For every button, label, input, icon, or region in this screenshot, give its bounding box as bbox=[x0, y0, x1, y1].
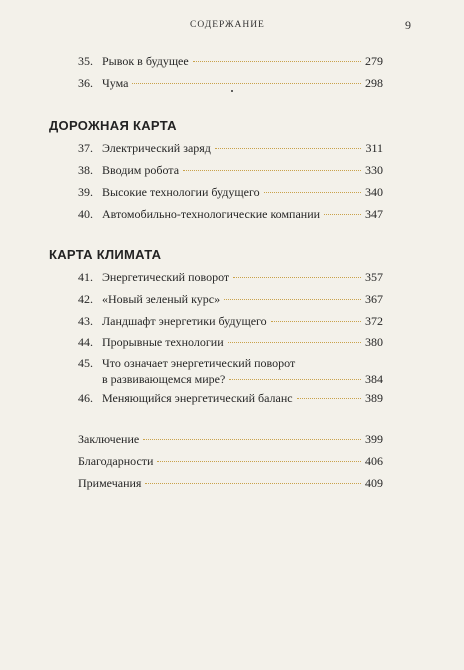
page-header bbox=[0, 20, 464, 36]
toc-entry-number: 45. bbox=[78, 356, 93, 370]
toc-entry-title: Ландшафт энергетики будущего bbox=[102, 314, 267, 328]
toc-entry-title: Высокие технологии будущего bbox=[102, 185, 260, 199]
toc-entry-notes bbox=[78, 475, 383, 491]
toc-entry-40 bbox=[78, 206, 383, 222]
toc-entry-conclusion bbox=[78, 431, 383, 447]
toc-entry-title: Чума bbox=[102, 76, 129, 90]
toc-entry-title: Автомобильно-технологические компании bbox=[102, 207, 321, 221]
toc-entry-title: Благодарности bbox=[78, 454, 154, 468]
toc-entry-page: 298 bbox=[365, 76, 383, 90]
toc-entry-number: 44. bbox=[78, 335, 93, 349]
toc-entry-page: 340 bbox=[365, 185, 383, 199]
toc-entry-page: 311 bbox=[365, 141, 383, 155]
dot-leader bbox=[145, 483, 361, 484]
toc-entry-number: 39. bbox=[78, 185, 93, 199]
toc-entry-title: Заключение bbox=[78, 432, 140, 446]
toc-entry-title: «Новый зеленый курс» bbox=[102, 292, 221, 306]
toc-entry-number: 42. bbox=[78, 292, 93, 306]
dot-leader bbox=[215, 148, 362, 149]
toc-entry-number: 37. bbox=[78, 141, 93, 155]
dot-leader bbox=[264, 192, 361, 193]
toc-entry-title: Примечания bbox=[78, 476, 142, 490]
toc-entry-page: 406 bbox=[365, 454, 383, 468]
dot-leader bbox=[297, 398, 361, 399]
dot-leader bbox=[183, 170, 361, 171]
toc-entry-number: 41. bbox=[78, 270, 93, 284]
toc-entry-46 bbox=[78, 390, 383, 406]
toc-entry-number: 35. bbox=[78, 54, 93, 68]
toc-entry-title: Электрический заряд bbox=[102, 141, 211, 155]
section-heading-climate: КАРТА КЛИМАТА bbox=[49, 247, 162, 262]
toc-entry-page: 372 bbox=[365, 314, 383, 328]
page-number: 9 bbox=[405, 18, 411, 32]
toc-entry-45 bbox=[78, 355, 383, 387]
toc-entry-number: 46. bbox=[78, 391, 93, 405]
toc-entry-44 bbox=[78, 334, 383, 350]
toc-entry-page: 389 bbox=[365, 391, 383, 405]
toc-entry-36 bbox=[78, 75, 383, 91]
print-speck bbox=[231, 90, 233, 92]
toc-entry-42 bbox=[78, 291, 383, 307]
toc-entry-37 bbox=[78, 140, 383, 156]
dot-leader bbox=[228, 342, 361, 343]
toc-entry-page: 357 bbox=[365, 270, 383, 284]
dot-leader bbox=[229, 379, 361, 380]
toc-entry-title-line2: в развивающемся мире? bbox=[102, 372, 226, 386]
toc-entry-page: 384 bbox=[365, 372, 383, 386]
toc-entry-title: Энергетический поворот bbox=[102, 270, 230, 284]
dot-leader bbox=[224, 299, 361, 300]
section-heading-roadmap: ДОРОЖНАЯ КАРТА bbox=[49, 118, 177, 133]
toc-entry-41 bbox=[78, 269, 383, 285]
dot-leader bbox=[132, 83, 361, 84]
running-head-title: СОДЕРЖАНИЕ bbox=[190, 20, 265, 30]
toc-entry-title: Вводим робота bbox=[102, 163, 180, 177]
toc-entry-page: 347 bbox=[365, 207, 383, 221]
toc-entry-title: Меняющийся энергетический баланс bbox=[102, 391, 293, 405]
toc-entry-43 bbox=[78, 313, 383, 329]
dot-leader bbox=[193, 61, 361, 62]
toc-entry-page: 367 bbox=[365, 292, 383, 306]
toc-entry-page: 380 bbox=[365, 335, 383, 349]
toc-entry-title: Прорывные технологии bbox=[102, 335, 224, 349]
toc-entry-title: Рывок в будущее bbox=[102, 54, 189, 68]
toc-entry-38 bbox=[78, 162, 383, 178]
toc-entry-number: 43. bbox=[78, 314, 93, 328]
dot-leader bbox=[157, 461, 361, 462]
toc-entry-number: 36. bbox=[78, 76, 93, 90]
toc-entry-title-line1: Что означает энергетический поворот bbox=[102, 356, 296, 370]
toc-entry-35 bbox=[78, 53, 383, 69]
dot-leader bbox=[143, 439, 361, 440]
toc-entry-page: 330 bbox=[365, 163, 383, 177]
toc-entry-acknowledgements bbox=[78, 453, 383, 469]
dot-leader bbox=[271, 321, 361, 322]
toc-entry-page: 399 bbox=[365, 432, 383, 446]
toc-entry-number: 38. bbox=[78, 163, 93, 177]
toc-entry-39 bbox=[78, 184, 383, 200]
toc-entry-page: 409 bbox=[365, 476, 383, 490]
dot-leader bbox=[324, 214, 361, 215]
toc-entry-page: 279 bbox=[365, 54, 383, 68]
dot-leader bbox=[233, 277, 361, 278]
toc-entry-number: 40. bbox=[78, 207, 93, 221]
